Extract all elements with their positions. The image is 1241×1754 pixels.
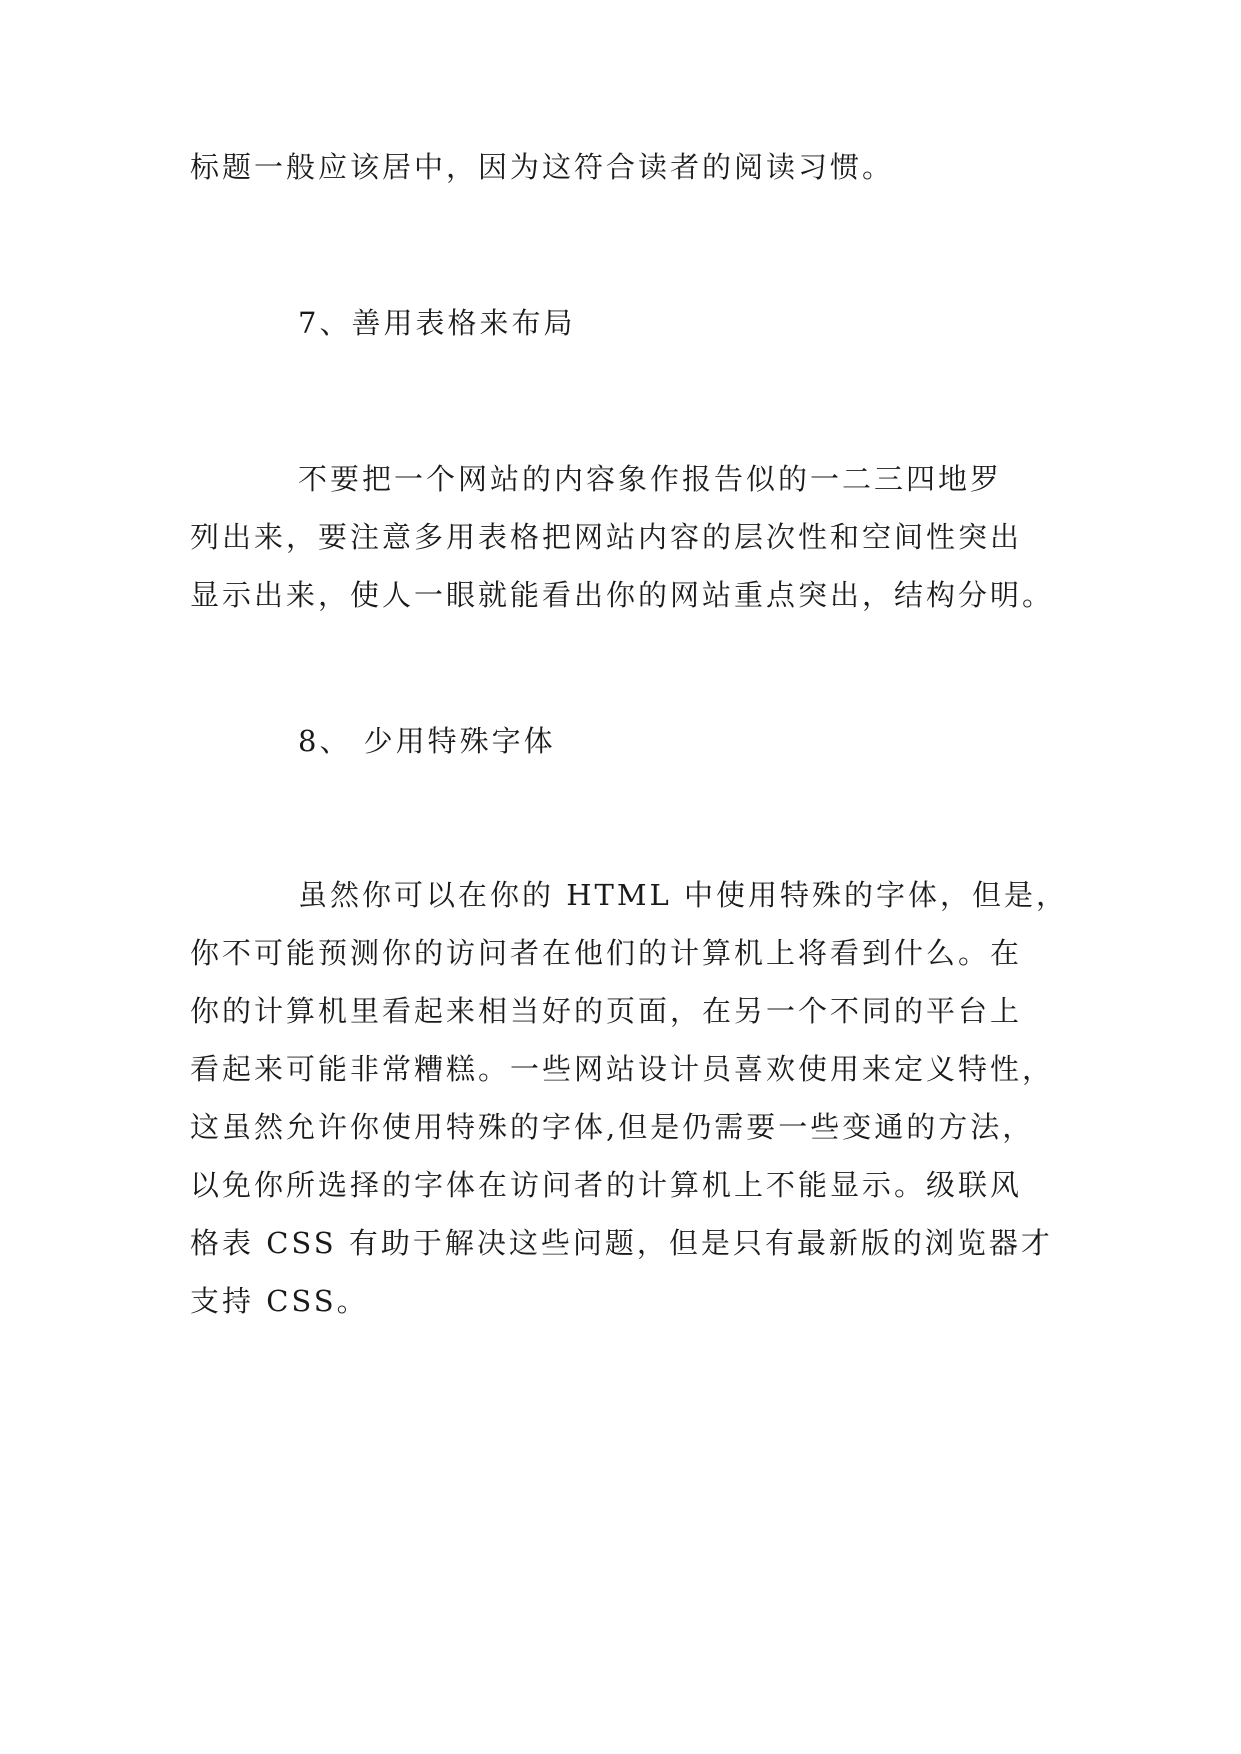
paragraph-line: 显示出来，使人一眼就能看出你的网站重点突出，结构分明。 [190, 578, 1055, 612]
paragraph-line: 虽然你可以在你的 HTML 中使用特殊的字体，但是， [298, 878, 1069, 912]
section-heading-7 [190, 294, 1160, 352]
heading-text: 8、 少用特殊字体 [298, 724, 556, 758]
paragraph-special-fonts [190, 866, 1069, 1330]
paragraph-line: 标题一般应该居中，因为这符合读者的阅读习惯。 [190, 150, 895, 184]
paragraph-tables-layout [190, 450, 1055, 624]
paragraph-line: 这虽然允许你使用特殊的字体,但是仍需要一些变通的方法， [190, 1110, 1035, 1144]
paragraph-line: 不要把一个网站的内容象作报告似的一二三四地罗 [298, 462, 1003, 496]
heading-text: 7、善用表格来布局 [298, 306, 576, 340]
paragraph-line: 格表 CSS 有助于解决这些问题，但是只有最新版的浏览器才 [190, 1226, 1053, 1260]
paragraph-line: 以免你所选择的字体在访问者的计算机上不能显示。级联风 [190, 1168, 1023, 1202]
paragraph-line: 你的计算机里看起来相当好的页面，在另一个不同的平台上 [190, 994, 1023, 1028]
paragraph-line: 你不可能预测你的访问者在他们的计算机上将看到什么。在 [190, 936, 1023, 970]
paragraph-line: 列出来，要注意多用表格把网站内容的层次性和空间性突出 [190, 520, 1023, 554]
section-heading-8 [190, 712, 1160, 770]
paragraph-line: 看起来可能非常糟糕。一些网站设计员喜欢使用来定义特性， [190, 1052, 1055, 1086]
paragraph-line: 支持 CSS。 [190, 1284, 369, 1318]
paragraph-title-centering [190, 138, 1052, 196]
